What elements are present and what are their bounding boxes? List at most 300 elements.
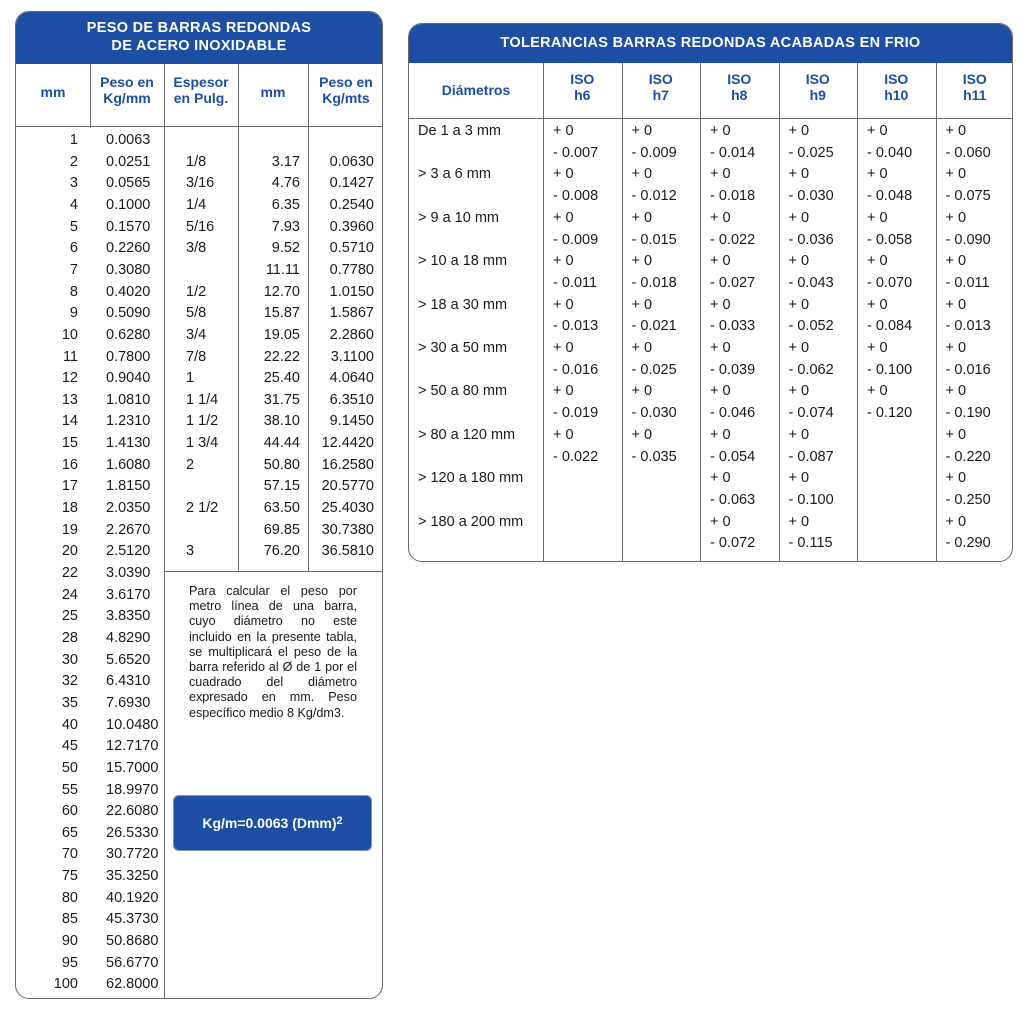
tol-lower-value: - 0.100 <box>867 361 913 378</box>
tol-lower-value: - 0.013 <box>945 318 991 335</box>
tol-upper-value: + 0 <box>788 123 810 139</box>
cell-peso-kg-mm: 56.6770 <box>106 954 159 971</box>
cell-mm: 95 <box>61 954 78 971</box>
tol-diameter-label: De 1 a 3 mm <box>418 123 501 139</box>
cell-peso-kg-mm: 3.8350 <box>106 608 151 625</box>
cell-mm: 55 <box>61 781 78 798</box>
header-espesor <box>164 74 238 106</box>
tol-diameter-label: > 50 a 80 mm <box>418 383 508 400</box>
tol-header-iso: ISO <box>962 71 987 87</box>
tol-upper-value: + 0 <box>710 470 731 487</box>
cell-espesor-pulg: 7/8 <box>186 348 207 365</box>
cell-mm: 28 <box>61 629 78 646</box>
cell-mm-inch: 57.15 <box>263 478 300 495</box>
cell-peso-kg-mm: 10.0480 <box>106 716 159 733</box>
tol-header-h9 <box>779 71 858 103</box>
cell-mm: 45 <box>61 738 78 755</box>
cell-espesor-pulg: 1 3/4 <box>186 435 219 452</box>
cell-mm-inch: 25.40 <box>263 370 300 387</box>
tol-diameter-label: > 9 a 10 mm <box>418 209 499 226</box>
cell-peso-kg-mm: 0.2260 <box>106 240 151 257</box>
cell-peso-kg-mts: 3.1100 <box>330 348 374 365</box>
weights-header-row <box>16 64 383 126</box>
tol-upper-value: + 0 <box>945 470 967 487</box>
tol-diameter-label: > 10 a 18 mm <box>418 253 508 270</box>
cell-peso-kg-mm: 0.0565 <box>106 175 151 192</box>
tol-lower-value: - 0.060 <box>945 144 991 161</box>
tol-upper-value: + 0 <box>945 296 967 313</box>
tol-header-grade: h7 <box>652 87 669 103</box>
tol-header-grade: h8 <box>731 87 748 103</box>
cell-mm-inch: 76.20 <box>263 543 300 560</box>
tol-upper-value: + 0 <box>867 340 888 356</box>
cell-peso-kg-mm: 1.2310 <box>106 413 151 430</box>
cell-peso-kg-mm: 18.9970 <box>106 781 159 798</box>
header-peso-kg-mts-line1: Peso en <box>319 74 373 90</box>
cell-peso-kg-mm: 15.7000 <box>106 759 159 776</box>
tol-upper-value: + 0 <box>631 253 653 270</box>
cell-peso-kg-mm: 50.8680 <box>106 933 159 950</box>
cell-espesor-pulg: 1 <box>186 370 195 387</box>
cell-mm-inch: 22.22 <box>263 348 300 365</box>
tol-upper-value: + 0 <box>631 383 653 400</box>
tolerances-table-card <box>408 23 1013 562</box>
cell-mm-inch: 6.35 <box>271 196 300 213</box>
cell-mm: 4 <box>69 196 78 213</box>
tol-lower-value: - 0.100 <box>788 491 834 508</box>
tol-lower-value: - 0.070 <box>867 274 913 291</box>
cell-mm: 85 <box>61 911 78 928</box>
cell-peso-kg-mm: 2.5120 <box>106 543 151 560</box>
cell-peso-kg-mts: 30.7380 <box>321 521 374 538</box>
tol-upper-value: + 0 <box>631 123 653 139</box>
header-peso-kg-mm-line2: Kg/mm <box>103 90 151 106</box>
cell-mm: 65 <box>61 824 78 841</box>
formula-box <box>173 795 372 851</box>
header-peso-kg-mts <box>308 74 383 106</box>
cell-mm: 12 <box>61 370 78 387</box>
cell-mm: 100 <box>53 976 78 993</box>
cell-mm-inch: 4.76 <box>271 175 300 192</box>
tol-lower-value: - 0.007 <box>553 144 599 161</box>
tol-header-iso: ISO <box>884 71 909 87</box>
cell-mm: 32 <box>61 673 78 690</box>
tol-upper-value: + 0 <box>710 253 731 270</box>
tol-header-iso: ISO <box>648 71 673 87</box>
tol-lower-value: - 0.012 <box>631 188 677 205</box>
tol-upper-value: + 0 <box>945 383 967 400</box>
tol-header-h6 <box>543 71 622 103</box>
cell-mm-inch: 12.70 <box>263 283 300 300</box>
tol-lower-value: - 0.250 <box>945 491 991 508</box>
tol-col-divider <box>700 63 701 561</box>
cell-mm: 60 <box>61 803 78 820</box>
tol-upper-value: + 0 <box>553 253 574 270</box>
tol-col-divider <box>622 63 623 561</box>
cell-mm: 9 <box>69 305 78 322</box>
cell-mm-inch: 7.93 <box>271 218 300 235</box>
tol-upper-value: + 0 <box>553 426 574 443</box>
cell-peso-kg-mts: 1.0150 <box>329 283 374 300</box>
cell-peso-kg-mts: 4.0640 <box>329 370 374 387</box>
tol-upper-value: + 0 <box>631 340 653 356</box>
tol-lower-value: - 0.009 <box>631 144 677 161</box>
weights-title-line1: PESO DE BARRAS REDONDAS <box>86 20 312 36</box>
tol-lower-value: - 0.058 <box>867 231 913 248</box>
tol-upper-value: + 0 <box>553 383 574 400</box>
tol-col-divider <box>543 63 544 561</box>
cell-peso-kg-mm: 0.6280 <box>106 326 151 343</box>
cell-mm: 80 <box>61 889 78 906</box>
tol-lower-value: - 0.087 <box>788 448 834 465</box>
tol-upper-value: + 0 <box>945 513 967 530</box>
tol-lower-value: - 0.027 <box>710 274 756 291</box>
tol-upper-value: + 0 <box>867 166 888 183</box>
tol-lower-value: - 0.022 <box>710 231 756 248</box>
weights-table-card <box>15 11 383 999</box>
cell-mm: 35 <box>61 694 78 711</box>
cell-peso-kg-mts: 9.1450 <box>329 413 374 430</box>
tol-lower-value: - 0.062 <box>788 361 834 378</box>
cell-mm: 22 <box>61 565 78 581</box>
tol-upper-value: + 0 <box>867 209 888 226</box>
header-peso-kg-mm-line1: Peso en <box>100 74 154 90</box>
tol-upper-value: + 0 <box>631 166 653 183</box>
tol-upper-value: + 0 <box>945 253 967 270</box>
tol-lower-value: - 0.016 <box>553 361 599 378</box>
calculation-note: Para calcular el peso por metro línea de una barra, cuyo diámetro no este incluido en la presente tabla, se multiplicará el peso de la barra referido al Ø de 1 por el cuadrado del diámetro expresado en mm. Peso específico medio 8 Kg/dm3. <box>189 584 357 720</box>
tol-header-h11 <box>936 71 1014 103</box>
cell-peso-kg-mm: 22.6080 <box>106 803 159 820</box>
cell-peso-kg-mm: 26.5330 <box>106 824 159 841</box>
cell-peso-kg-mts: 20.5770 <box>321 478 374 495</box>
header-espesor-line2: en Pulg. <box>173 90 229 106</box>
tol-upper-value: + 0 <box>788 383 810 400</box>
tol-upper-value: + 0 <box>553 209 574 226</box>
tol-upper-value: + 0 <box>788 209 810 226</box>
tol-upper-value: + 0 <box>631 296 653 313</box>
tol-lower-value: - 0.011 <box>945 274 990 291</box>
tol-upper-value: + 0 <box>788 166 810 183</box>
cell-peso-kg-mts: 0.1427 <box>329 175 374 192</box>
tol-col-divider <box>779 63 780 561</box>
cell-peso-kg-mm: 4.8290 <box>106 629 151 646</box>
cell-peso-kg-mm: 1.0810 <box>106 391 151 408</box>
tol-upper-value: + 0 <box>867 123 888 139</box>
tol-lower-value: - 0.072 <box>710 535 756 552</box>
header-mm: mm <box>40 84 66 100</box>
tol-lower-value: - 0.040 <box>867 144 913 161</box>
tol-upper-value: + 0 <box>710 123 731 139</box>
cell-mm: 90 <box>61 933 78 950</box>
tol-lower-value: - 0.014 <box>710 144 756 161</box>
cell-mm-inch: 15.87 <box>263 305 300 322</box>
cell-mm: 20 <box>61 543 78 560</box>
tol-lower-value: - 0.025 <box>631 361 677 378</box>
cell-peso-kg-mts: 0.7780 <box>329 261 374 278</box>
cell-mm: 8 <box>69 283 78 300</box>
cell-mm: 5 <box>69 218 78 235</box>
tol-lower-value: - 0.048 <box>867 188 913 205</box>
cell-espesor-pulg: 3/16 <box>186 175 215 192</box>
cell-peso-kg-mm: 45.3730 <box>106 911 159 928</box>
cell-mm: 16 <box>61 456 78 473</box>
cell-espesor-pulg: 1/2 <box>186 283 207 300</box>
cell-peso-kg-mm: 5.6520 <box>106 651 151 668</box>
tol-header-h8 <box>700 71 779 103</box>
inch-table-bottom <box>164 571 382 572</box>
cell-mm: 6 <box>69 240 78 257</box>
tol-upper-value: + 0 <box>631 426 653 443</box>
cell-mm-inch: 9.52 <box>271 240 300 257</box>
cell-peso-kg-mts: 36.5810 <box>321 543 374 560</box>
tol-header-diametros: Diámetros <box>441 82 511 98</box>
tol-lower-value: - 0.008 <box>553 188 599 205</box>
tol-upper-value: + 0 <box>553 340 574 356</box>
tol-diameter-label: > 3 a 6 mm <box>418 166 491 183</box>
tol-upper-value: + 0 <box>710 513 731 530</box>
tol-lower-value: - 0.043 <box>788 274 834 291</box>
cell-mm: 7 <box>69 261 78 278</box>
tol-lower-value: - 0.015 <box>631 231 677 248</box>
cell-peso-kg-mm: 0.9040 <box>106 370 151 387</box>
cell-peso-kg-mm: 1.4130 <box>106 435 151 452</box>
header-mm-2: mm <box>260 84 286 100</box>
cell-peso-kg-mm: 3.0390 <box>106 565 151 581</box>
cell-mm: 2 <box>69 153 78 170</box>
cell-mm: 1 <box>69 132 78 148</box>
tol-lower-value: - 0.290 <box>945 535 991 552</box>
cell-espesor-pulg: 1 1/2 <box>186 413 219 430</box>
formula-text: Kg/m=0.0063 (Dmm) <box>202 815 337 831</box>
cell-peso-kg-mm: 6.4310 <box>106 673 151 690</box>
cell-mm: 25 <box>61 608 78 625</box>
tol-diameter-label: > 80 a 120 mm <box>418 426 516 443</box>
cell-mm: 70 <box>61 846 78 863</box>
cell-peso-kg-mts: 0.5710 <box>329 240 374 257</box>
tol-header-iso: ISO <box>805 71 830 87</box>
cell-peso-kg-mm: 0.7800 <box>106 348 151 365</box>
cell-espesor-pulg: 1 1/4 <box>186 391 219 408</box>
cell-espesor-pulg: 1/4 <box>186 196 207 213</box>
cell-peso-kg-mts: 0.2540 <box>329 196 374 213</box>
tol-upper-value: + 0 <box>710 166 731 183</box>
tol-upper-value: + 0 <box>788 470 810 487</box>
tol-lower-value: - 0.074 <box>788 405 834 422</box>
cell-peso-kg-mts: 0.0630 <box>329 153 374 170</box>
cell-peso-kg-mts: 16.2580 <box>321 456 374 473</box>
tol-lower-value: - 0.063 <box>710 491 756 508</box>
cell-mm-inch: 50.80 <box>263 456 300 473</box>
cell-peso-kg-mts: 2.2860 <box>329 326 374 343</box>
formula-exponent: 2 <box>336 815 343 827</box>
tol-upper-value: + 0 <box>945 209 967 226</box>
tol-diameter-label: > 30 a 50 mm <box>418 340 508 356</box>
col-divider-1 <box>90 64 91 128</box>
tol-lower-value: - 0.046 <box>710 405 756 422</box>
tol-lower-value: - 0.025 <box>788 144 834 161</box>
cell-peso-kg-mts: 25.4030 <box>321 500 374 517</box>
tol-upper-value: + 0 <box>710 209 731 226</box>
tol-lower-value: - 0.009 <box>553 231 599 248</box>
cell-mm: 40 <box>61 716 78 733</box>
tol-lower-value: - 0.220 <box>945 448 991 465</box>
cell-mm: 50 <box>61 759 78 776</box>
header-peso-kg-mm <box>90 74 164 106</box>
cell-peso-kg-mm: 2.2670 <box>106 521 151 538</box>
tol-upper-value: + 0 <box>788 253 810 270</box>
tol-header-iso: ISO <box>570 71 595 87</box>
tol-lower-value: - 0.054 <box>710 448 756 465</box>
cell-espesor-pulg: 3/4 <box>186 326 207 343</box>
tol-lower-value: - 0.052 <box>788 318 834 335</box>
tol-lower-value: - 0.030 <box>788 188 834 205</box>
tol-upper-value: + 0 <box>631 209 653 226</box>
tol-header-grade: h9 <box>809 87 826 103</box>
cell-mm: 13 <box>61 391 78 408</box>
cell-peso-kg-mts: 0.3960 <box>329 218 374 235</box>
cell-peso-kg-mm: 40.1920 <box>106 889 159 906</box>
cell-peso-kg-mm: 1.6080 <box>106 456 151 473</box>
cell-peso-kg-mm: 1.8150 <box>106 478 151 495</box>
cell-espesor-pulg: 2 1/2 <box>186 500 219 517</box>
tol-lower-value: - 0.030 <box>631 405 677 422</box>
tolerances-table-title: TOLERANCIAS BARRAS REDONDAS ACABADAS EN FRIO <box>409 24 1012 63</box>
cell-mm-inch: 3.17 <box>271 153 300 170</box>
tol-lower-value: - 0.019 <box>553 405 599 422</box>
tol-upper-value: + 0 <box>553 166 574 183</box>
cell-mm: 18 <box>61 500 78 517</box>
tol-diameter-label: > 120 a 180 mm <box>418 470 524 487</box>
header-espesor-line1: Espesor <box>173 74 229 90</box>
tol-upper-value: + 0 <box>867 383 888 400</box>
cell-mm: 17 <box>61 478 78 495</box>
cell-peso-kg-mm: 7.6930 <box>106 694 151 711</box>
cell-mm: 19 <box>61 521 78 538</box>
tol-upper-value: + 0 <box>553 296 574 313</box>
tol-upper-value: + 0 <box>710 426 731 443</box>
tol-upper-value: + 0 <box>788 513 810 530</box>
cell-peso-kg-mts: 12.4420 <box>321 435 374 452</box>
cell-mm: 75 <box>61 868 78 885</box>
cell-peso-kg-mm: 0.1000 <box>106 196 151 213</box>
tol-upper-value: + 0 <box>710 340 731 356</box>
tol-lower-value: - 0.011 <box>553 274 598 291</box>
tol-lower-value: - 0.035 <box>631 448 677 465</box>
cell-mm-inch: 11.11 <box>265 261 300 278</box>
cell-mm-inch: 31.75 <box>263 391 300 408</box>
tol-upper-value: + 0 <box>788 426 810 443</box>
cell-peso-kg-mm: 2.0350 <box>106 500 151 517</box>
tol-upper-value: + 0 <box>710 383 731 400</box>
cell-peso-kg-mm: 0.3080 <box>106 261 151 278</box>
cell-peso-kg-mm: 62.8000 <box>106 976 159 993</box>
tol-upper-value: + 0 <box>553 123 574 139</box>
cell-mm: 3 <box>69 175 78 192</box>
weights-title-line2: DE ACERO INOXIDABLE <box>111 38 287 54</box>
cell-espesor-pulg: 1/8 <box>186 153 207 170</box>
tol-col-divider <box>857 63 858 561</box>
cell-mm: 30 <box>61 651 78 668</box>
tol-lower-value: - 0.115 <box>788 535 833 552</box>
cell-mm-inch: 69.85 <box>263 521 300 538</box>
cell-peso-kg-mm: 0.4020 <box>106 283 151 300</box>
tol-upper-value: + 0 <box>945 340 967 356</box>
tol-header-divider <box>409 118 1012 119</box>
tol-lower-value: - 0.036 <box>788 231 834 248</box>
cell-peso-kg-mm: 0.0251 <box>106 153 151 170</box>
tol-header-grade: h10 <box>884 87 909 103</box>
tol-upper-value: + 0 <box>710 296 731 313</box>
tol-upper-value: + 0 <box>867 296 888 313</box>
cell-peso-kg-mm: 0.0063 <box>106 132 151 148</box>
cell-peso-kg-mts: 6.3510 <box>329 391 374 408</box>
cell-mm: 10 <box>61 326 78 343</box>
tol-diameter-label: > 180 a 200 mm <box>418 513 524 530</box>
tol-upper-value: + 0 <box>788 296 810 313</box>
cell-peso-kg-mm: 3.6170 <box>106 586 151 603</box>
tol-lower-value: - 0.120 <box>867 405 913 422</box>
tol-lower-value: - 0.084 <box>867 318 913 335</box>
tol-header-grade: h11 <box>963 87 987 103</box>
cell-peso-kg-mm: 35.3250 <box>106 868 159 885</box>
header-peso-kg-mts-line2: Kg/mts <box>322 90 370 106</box>
tol-lower-value: - 0.033 <box>710 318 756 335</box>
cell-espesor-pulg: 5/8 <box>186 305 207 322</box>
tol-lower-value: - 0.016 <box>945 361 991 378</box>
tol-upper-value: + 0 <box>945 426 967 443</box>
tol-lower-value: - 0.075 <box>945 188 991 205</box>
tol-diameter-label: > 18 a 30 mm <box>418 296 508 313</box>
tol-upper-value: + 0 <box>867 253 888 270</box>
tol-lower-value: - 0.013 <box>553 318 599 335</box>
tol-header-iso: ISO <box>727 71 752 87</box>
tol-lower-value: - 0.190 <box>945 405 991 422</box>
cell-espesor-pulg: 5/16 <box>186 218 215 235</box>
cell-mm: 14 <box>61 413 78 430</box>
tol-header-h7 <box>622 71 701 103</box>
cell-mm: 15 <box>61 435 78 452</box>
tol-lower-value: - 0.018 <box>710 188 756 205</box>
header-divider <box>16 126 382 127</box>
cell-peso-kg-mm: 0.1570 <box>106 218 151 235</box>
tol-upper-value: + 0 <box>788 340 810 356</box>
cell-espesor-pulg: 3 <box>186 543 195 560</box>
cell-espesor-pulg: 3/8 <box>186 240 207 257</box>
cell-espesor-pulg: 2 <box>186 456 195 473</box>
weights-table-title <box>16 12 382 64</box>
tol-lower-value: - 0.090 <box>945 231 991 248</box>
cell-mm-inch: 44.44 <box>263 435 300 452</box>
tol-lower-value: - 0.021 <box>631 318 677 335</box>
cell-mm-inch: 19.05 <box>263 326 300 343</box>
cell-mm: 11 <box>62 348 78 365</box>
tol-upper-value: + 0 <box>945 123 967 139</box>
cell-mm-inch: 38.10 <box>263 413 300 430</box>
tol-upper-value: + 0 <box>945 166 967 183</box>
cell-peso-kg-mm: 12.7170 <box>106 738 159 755</box>
tol-lower-value: - 0.018 <box>631 274 677 291</box>
tol-col-divider <box>936 63 937 561</box>
cell-peso-kg-mm: 30.7720 <box>106 846 159 863</box>
cell-mm: 24 <box>61 586 78 603</box>
tol-lower-value: - 0.022 <box>553 448 599 465</box>
tol-header-h10 <box>857 71 936 103</box>
cell-mm-inch: 63.50 <box>263 500 300 517</box>
cell-peso-kg-mm: 0.5090 <box>106 305 151 322</box>
tol-header-grade: h6 <box>574 87 591 103</box>
tol-lower-value: - 0.039 <box>710 361 756 378</box>
